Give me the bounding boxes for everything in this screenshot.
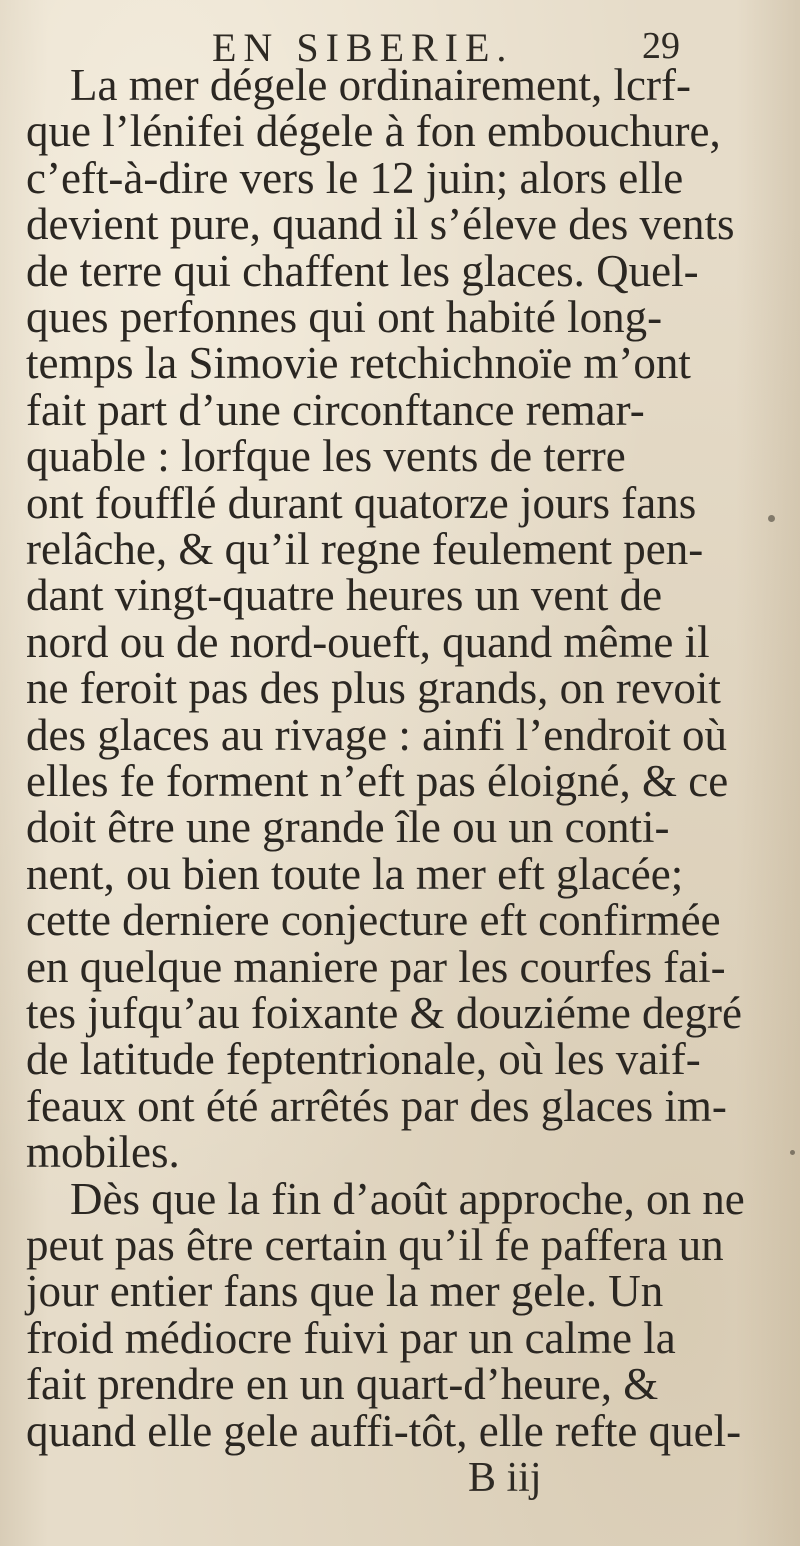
text-line: jour entier fans que la mer gele. Un [26, 1266, 664, 1317]
text-line: relâche, & qu’il regne feulement pen- [26, 524, 704, 574]
running-title: EN SIBERIE. [212, 25, 514, 70]
text-line: cette derniere conjecture eft confirmée [26, 895, 721, 946]
text-line: quand elle gele auffi-tôt, elle refte quel- [26, 1405, 742, 1456]
text-line: dant vingt-quatre heures un vent de [26, 570, 663, 621]
text-line: La mer dégele ordinairement, lcrf- [70, 60, 691, 110]
text-line: fait part d’une circonftance remar- [26, 384, 645, 435]
text-line: mobiles. [26, 1127, 180, 1178]
text-line: Dès que la fin d’août approche, on ne [70, 1173, 745, 1224]
text-line: nent, ou bien toute la mer eft glacée; [26, 848, 684, 899]
text-line: ques perfonnes qui ont habité long- [26, 292, 663, 342]
text-line: en quelque maniere par les courfes fai- [26, 941, 726, 992]
text-line: feaux ont été arrêtés par des glaces im- [26, 1080, 727, 1131]
page-number: 29 [642, 25, 680, 67]
text-line: tes jufqu’au foixante & douziéme degré [26, 988, 742, 1038]
ink-speck [790, 1150, 795, 1155]
text-line: froid médiocre fuivi par un calme la [26, 1312, 676, 1363]
signature-mark: B iij [468, 1455, 542, 1501]
text-line: ne feroit pas des plus grands, on revoit [26, 663, 721, 714]
text-line: c’eft-à-dire vers le 12 juin; alors elle [26, 152, 684, 203]
text-line: devient pure, quand il s’éleve des vents [26, 199, 735, 250]
text-line: ont foufflé durant quatorze jours fans [26, 477, 697, 528]
text-line: temps la Simovie retchichnoïe m’ont [26, 338, 691, 389]
text-line: des glaces au rivage : ainfi l’endroit où [26, 709, 727, 760]
text-line: quable : lorfque les vents de terre [26, 431, 626, 482]
text-line: de terre qui chaffent les glaces. Quel- [26, 245, 699, 296]
text-line: peut pas être certain qu’il fe paffera un [26, 1220, 724, 1270]
text-line: doit être une grande île ou un conti- [26, 802, 670, 853]
text-line: nord ou de nord-oueft, quand même il [26, 616, 710, 667]
text-line: de latitude feptentrionale, où les vaif- [26, 1034, 701, 1085]
ink-speck [768, 515, 775, 522]
text-line: fait prendre en un quart-d’heure, & [26, 1359, 659, 1410]
text-line: que l’lénifei dégele à fon embouchure, [26, 106, 721, 157]
text-line: elles fe forment n’eft pas éloigné, & ce [26, 756, 729, 806]
